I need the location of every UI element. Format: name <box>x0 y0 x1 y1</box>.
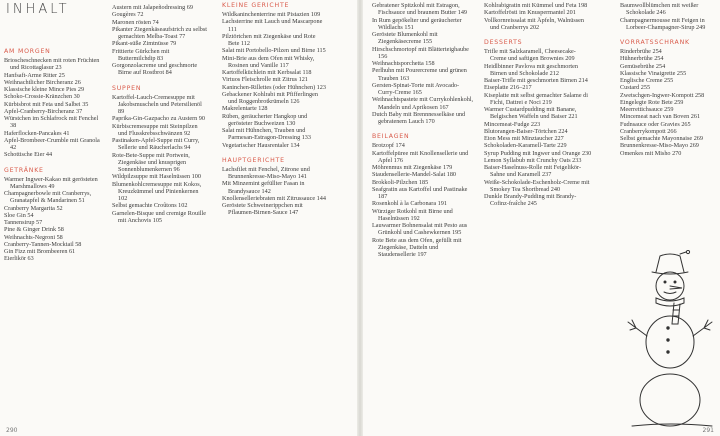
toc-entry: Brotzopf 174 <box>372 142 405 150</box>
toc-entry: Geröstete Schweinerippchen mit Pflaumen-Birnen-Sauce 147 <box>222 202 303 217</box>
toc-entry: Omenkes mit Misho 270 <box>620 149 682 157</box>
page-title: INHALT <box>6 2 70 17</box>
toc-entry: Salat mit Hühnchen, Trauben und Parmesan-Estragon-Dressing 133 <box>222 127 311 142</box>
toc-entry: Rüben, geräucherter Hangkop und gerösteter Buchweizen 130 <box>222 112 308 127</box>
toc-entry: Heidlbinner Pavlova mit geschmorten Birnen und Schokolade 212 <box>484 62 578 77</box>
page-number-right: 291 <box>702 427 714 434</box>
column-5 <box>484 2 592 208</box>
toc-entry: Weiße-Schokolade-Eschenholz-Creme mit Smokey Tea Shortbread 240 <box>484 178 590 193</box>
toc-entry: Salat mit Portobello-Pilzen und Birne 115 <box>222 47 326 55</box>
section-heading: DESSERTS <box>484 39 523 46</box>
toc-entry: Selbst gemachte Mayonnaise 269 <box>620 135 703 142</box>
toc-entry: Kaninchen-Rillettes (oder Hühnchen) 123 <box>222 83 326 91</box>
toc-entry: Custard 255 <box>620 84 651 92</box>
toc-entry: Pine & Ginger Drink 58 <box>4 226 64 234</box>
toc-entry: Eiseplatte 216–217 <box>484 84 532 92</box>
toc-entry: Pikanter Ziegenkäseaufstrich zu selbst gemachten Melba-Toast 77 <box>112 25 208 40</box>
section-heading: KLEINE GERICHTE <box>222 2 290 9</box>
toc-entry: Weihnachtlicher Bircheranz 26 <box>4 78 81 86</box>
toc-list <box>620 2 720 31</box>
section-heading: GETRÄNKE <box>4 166 44 174</box>
toc-list <box>372 2 474 125</box>
toc-entry: Mincemeat nach van Boven 261 <box>620 113 701 121</box>
toc-entry: Baiser-Trifle mit geschmorten Birnen 214 <box>484 77 588 84</box>
toc-list <box>620 48 720 157</box>
toc-entry: Englische Creme 255 <box>620 77 674 84</box>
toc-entry: Haferflocken-Pancakes 41 <box>4 129 70 137</box>
toc-entry: Möhrenmus mit Ziegenkäse 179 <box>372 164 453 171</box>
toc-entry: Warmer Custardpudding mit Banane, Belgischen Waffeln und Baiser 221 <box>484 106 578 121</box>
toc-entry: Gin Fizz mit Brombeeren 61 <box>4 248 76 255</box>
toc-entry: Trifle mit Salzkaramell, Cheesecake-Creme und saftigen Brownies 209 <box>484 48 576 63</box>
toc-entry: Rote-Bete-Suppe mit Portwein, Ziegenkäse und knusprigen Sonnenblumenkernen 96 <box>112 151 190 173</box>
toc-entry: Gersten-Spinat-Torte mit Avocado-Curry-Creme 165 <box>372 81 460 96</box>
toc-entry: Mini-Brie aus dem Ofen mit Whisky, Rosinen und Vanille 117 <box>222 54 315 69</box>
toc-entry: Pikant-süße Zimtnüsse 79 <box>112 40 177 48</box>
page-number-left: 290 <box>6 427 18 434</box>
toc-entry: Frittierte Gürkchen mit Buttermilchdip 83 <box>112 47 170 62</box>
toc-entry: Apfel-Brombeer-Crumble mit Granola 42 <box>4 136 100 151</box>
toc-entry: Eingelegte Rote Bete 259 <box>620 98 684 106</box>
snowman-illustration-icon <box>622 250 718 430</box>
toc-entry: Wildpilzsuppe mit Haselnüssen 100 <box>112 173 201 181</box>
toc-entry: Champagnermousse mit Feigen in Lorbeer-Champagner-Sirup 249 <box>620 16 706 31</box>
toc-entry: Schoko-Crossie-Kränzchen 30 <box>4 93 80 101</box>
toc-entry: Klassische Vinaigrette 255 <box>620 69 687 77</box>
toc-entry: Wildkaninchenterrine mit Pistazien 109 <box>222 11 321 18</box>
toc-entry: Hanfsaft-Arme Ritter 25 <box>4 71 65 79</box>
toc-list <box>4 176 100 263</box>
toc-entry: Knollenselleriebraten mit Zitrussauce 144 <box>222 194 326 202</box>
toc-entry: Gebratener Spitzkohl mit Estragon, Fischsauce und braunem Butter 149 <box>372 2 468 17</box>
toc-entry: Cranberry Margarita 52 <box>4 204 63 212</box>
toc-entry: Maronen rösten 74 <box>112 18 159 26</box>
toc-entry: Schottische Eier 44 <box>4 151 53 159</box>
toc-entry: Lauwarmer Bohnensalat mit Pesto aus Grünkohl und Cashewkernen 195 <box>372 222 468 237</box>
toc-entry: Gemüsebrühe 254 <box>620 62 666 70</box>
toc-entry: Eierlikör 63 <box>4 255 34 263</box>
toc-entry: Baiser-Haselnuss-Rolle mit Feigelikör-Sahne und Karamell 237 <box>484 164 582 179</box>
toc-entry: Würziger Rotkohl mit Birne und Haselnüssen 192 <box>372 207 453 222</box>
toc-entry: Selbst gemachte Croûtons 102 <box>112 202 188 210</box>
section-heading: BEILAGEN <box>372 133 410 141</box>
toc-entry: Meerrettichsauce 259 <box>620 106 674 113</box>
toc-entry: Virtuos Fleischrolle mit Zitrus 121 <box>222 76 308 84</box>
toc-entry: Champagnerbowle mit Cranberrys, Granatapfel & Mandarinen 51 <box>4 190 92 205</box>
toc-entry: Schokoladen-Karamell-Tarte 229 <box>484 142 567 150</box>
toc-entry: Würstchen im Schlafrock mit Fenchel 38 <box>4 115 99 130</box>
toc-entry: Staudensellerie-Mandel-Salat 180 <box>372 171 457 179</box>
toc-list <box>112 4 208 77</box>
toc-entry: Kartoffelpüree mit Knollensellerie und Apfel 176 <box>372 149 469 164</box>
toc-entry: Lemon Syllabub mit Crunchy Oats 233 <box>484 156 582 164</box>
toc-list <box>4 57 100 159</box>
toc-entry: Geröstete Blumenkohl mit Ziegenkäsecreme 155 <box>372 31 438 46</box>
toc-entry: Kürbisbrot mit Feta und Salbei 35 <box>4 100 89 108</box>
section-heading: SUPPEN <box>112 84 142 92</box>
toc-entry: Pilztörtchen mit Ziegenkäse und Rote Bete 112 <box>222 32 316 47</box>
toc-entry: Vollkornreissalat mit Äpfeln, Walnüssen und Cranberrys 202 <box>484 16 584 31</box>
toc-list <box>222 11 326 149</box>
toc-entry: Klassische kleine Mince Pies 29 <box>4 86 85 93</box>
toc-entry: Weihnachts-Negroni 58 <box>4 233 63 241</box>
toc-entry: Brunnenkresse-Miso-Mayo 269 <box>620 142 699 150</box>
column-1 <box>4 48 100 263</box>
toc-entry: Syrup Pudding mit Ingwer und Orange 230 <box>484 149 592 157</box>
toc-entry: Rinderbrühe 254 <box>620 48 662 55</box>
book-gutter <box>357 0 363 436</box>
column-2 <box>112 4 208 224</box>
toc-entry: Blumenkohlcremesuppe mit Kokos, Kreuzkümmel und Pinienkernen 102 <box>112 180 202 202</box>
toc-entry: Weihnachtspastete mit Currykohlenkohl, Mandeln und Aprikosen 167 <box>372 96 474 111</box>
toc-entry: Fudnsauce oder Gravies 265 <box>620 120 691 128</box>
toc-entry: Paprika-Gin-Gazpacho zu Austern 90 <box>112 115 205 123</box>
section-heading: AM MORGEN <box>4 48 51 55</box>
column-4 <box>372 2 474 258</box>
toc-entry: Cranberrykompott 266 <box>620 127 677 135</box>
toc-entry: In Rum gepökelter und geräucherter Wildlachs 151 <box>372 16 462 31</box>
toc-list <box>372 142 474 258</box>
toc-entry: Gebackener Kohlrabi mit Pfifferlingen und Roggenbrotkrümeln 126 <box>222 90 318 105</box>
toc-entry: Makrelentarte 128 <box>222 105 268 113</box>
toc-entry: Seafgratin aus Kartoffel und Pastinake 187 <box>372 185 468 200</box>
toc-entry: Garnelen-Bisque und cremige Rouille mit Anchovis 105 <box>112 209 206 224</box>
toc-list <box>484 48 592 208</box>
toc-entry: Perlhuhn mit Pourercreme und grünen Trauben 163 <box>372 67 467 82</box>
toc-entry: Blutorangen-Baiser-Törtchen 224 <box>484 127 568 135</box>
toc-entry: Hühnerbrühe 254 <box>620 55 664 63</box>
toc-entry: Kartoffelrösti im Knuspermantel 201 <box>484 9 576 17</box>
toc-entry: Warmer Ingwer-Kakao mit gerösteten Marshmallows 49 <box>4 175 98 190</box>
toc-entry: Mincemeat-Fudge 223 <box>484 120 541 128</box>
toc-list <box>112 94 208 225</box>
toc-entry: Vegetarischer Hausrentaler 134 <box>222 141 300 149</box>
toc-entry: Sloe Gin 54 <box>4 211 34 219</box>
toc-list <box>484 2 592 31</box>
toc-entry: Rote Bete aus dem Ofen, gefüllt mit Ziegenkäse, Datteln und Staudensellerie 197 <box>372 236 462 258</box>
toc-list <box>222 166 326 217</box>
toc-entry: Cranberry-Tannen-Mocktail 58 <box>4 240 82 248</box>
toc-entry: Lachsfilet mit Fenchel, Zitrone und Brunnenkresse-Miso-Mayo 141 <box>222 165 310 180</box>
toc-entry: Rosenkohl à la Carbonara 191 <box>372 200 447 208</box>
section-heading: VORRATSSCHRANK <box>620 39 690 46</box>
toc-entry: Kohlrabigratin mit Kümmel und Feta 198 <box>484 2 588 9</box>
toc-entry: Gorgonzolacreme und geschmorte Birne auf Rostbrot 84 <box>112 62 198 77</box>
toc-entry: Zwetschgen-Ingwer-Kompott 258 <box>620 91 705 99</box>
toc-entry: Pastinaken-Apfel-Suppe mit Curry, Sellerie und Räucherlachs 94 <box>112 137 200 152</box>
toc-entry: Kartoffelküchlein mit Kerbsalat 118 <box>222 69 312 76</box>
toc-entry: Kartoffel-Lauch-Cremesuppe mit Jakobsmuscheln und Petersilienöl 89 <box>112 93 202 115</box>
toc-entry: Brioscheschnecken mit roten Früchten und Ricottaglasur 23 <box>4 57 100 72</box>
toc-entry: Gougères 72 <box>112 11 144 19</box>
toc-entry: Weihnachtsporchetta 158 <box>372 60 435 67</box>
toc-entry: Dutch Baby mit Brennnesselkäse und gebratenem Lauch 170 <box>372 110 466 125</box>
toc-entry: Eton Mess mit Minztaucher 227 <box>484 135 564 142</box>
toc-entry: Austern mit Jalapeñodressing 69 <box>112 4 193 11</box>
toc-entry: Lachsterrine mit Lauch und Mascarpone 111 <box>222 18 323 33</box>
column-6 <box>620 2 720 157</box>
column-3 <box>222 2 326 217</box>
toc-entry: Apfel-Cranberry-Bircheranz 37 <box>4 107 83 115</box>
toc-entry: Kürbiscremesuppe mit Steinpilzen und Flusskrebsschwänzen 92 <box>112 122 198 137</box>
toc-entry: Kiseplatte mit selbst gemachter Salame di Fichi, Dattrei e Noci 219 <box>484 91 588 106</box>
section-heading: HAUPTGERICHTE <box>222 156 285 164</box>
toc-entry: Hirschschmortopf mit Blätterteighaube 156 <box>372 45 469 60</box>
toc-entry: Mit Minzemint gefüllter Fasan in Brandysauce 142 <box>222 180 305 195</box>
toc-entry: Baumwollblümchen mit weißer Schokolade 246 <box>620 2 699 17</box>
toc-entry: Dunkle Brandy-Pudding mit Brandy-Cofinz-fraîche 245 <box>484 193 577 208</box>
toc-entry: Tannensirup 57 <box>4 219 43 226</box>
toc-entry: Brokkoli-Pilzchen 185 <box>372 178 429 186</box>
